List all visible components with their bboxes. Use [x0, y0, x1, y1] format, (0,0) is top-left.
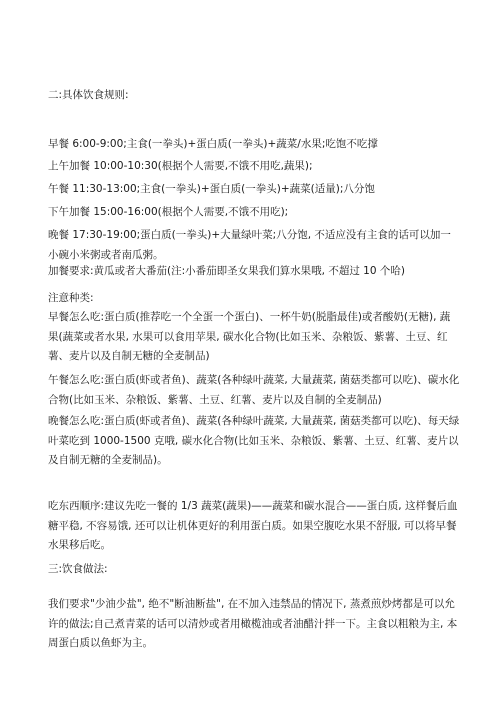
- dinner-how-to: 晚餐怎么吃:蛋白质(虾或者鱼)、蔬菜(各种绿叶蔬菜, 大量蔬菜, 菌菇类都可以吃)、每天绿叶菜吃到 1000-1500 克哦, 碳水化合物(比如玉米、杂粮饭、紫薯、土豆、红薯、麦片以及自制无糖的全麦制品)。: [48, 415, 460, 466]
- eating-order: 吃东西顺序:建议先吃一餐的 1/3 蔬菜(蔬果)——蔬菜和碳水混合——蛋白质, 这样餐后血糖平稳, 不容易饿, 还可以让机体更好的利用蛋白质。如果空腹吃水果不舒服, 可以将早餐水果移后吃。: [48, 500, 458, 551]
- section-3-heading: 三:饮食做法:: [48, 563, 108, 575]
- meal-morning-snack-rule: 上午加餐 10:00-10:30(根据个人需要,不饿不用吃,蔬果);: [48, 160, 313, 172]
- meal-afternoon-snack-rule: 下午加餐 15:00-16:00(根据个人需要,不饿不用吃);: [48, 206, 289, 218]
- snack-requirement: 加餐要求:黄瓜或者大番茄(注:小番茄即圣女果我们算水果哦, 不超过 10 个哈): [48, 265, 405, 277]
- meal-breakfast-rule: 早餐 6:00-9:00;主食(一拳头)+蛋白质(一拳头)+蔬菜/水果;吃饱不吃撑: [48, 138, 378, 150]
- meal-lunch-rule: 午餐 11:30-13:00;主食(一拳头)+蛋白质(一拳头)+蔬菜(适量);八分饱: [48, 183, 375, 195]
- meal-dinner-rule: 晚餐 17:30-19:00;蛋白质(一拳头)+大量绿叶菜;八分饱, 不适应没有主食的话可以加一小碗小米粥或者南瓜粥。: [48, 229, 451, 261]
- lunch-how-to: 午餐怎么吃:蛋白质(虾或者鱼)、蔬菜(各种绿叶蔬菜, 大量蔬菜, 菌菇类都可以吃)、碳水化合物(比如玉米、杂粮饭、紫薯、土豆、红薯、麦片以及自制的全麦制品): [48, 374, 460, 406]
- section-2-heading: 二:具体饮食规则:: [48, 89, 129, 101]
- cooking-method: 我们要求"少油少盐", 绝不"断油断盐", 在不加入违禁品的情况下, 蒸煮煎炒烤都是可以允许的做法;自己煮青菜的话可以清炒或者用橄榄油或者油醋汁拌一下。主食以粗粮为主, 本周蛋白质以鱼虾为主。: [48, 598, 458, 649]
- breakfast-how-to: 早餐怎么吃:蛋白质(推荐吃一个全蛋一个蛋白)、一杯牛奶(脱脂最佳)或者酸奶(无糖), 蔬果(蔬菜或者水果, 水果可以食用苹果, 碳水化合物(比如玉米、杂粮饭、紫薯、土豆、红薯、麦片以及自制无糖的全麦制品): [48, 311, 451, 362]
- notes-heading: 注意种类:: [48, 292, 94, 304]
